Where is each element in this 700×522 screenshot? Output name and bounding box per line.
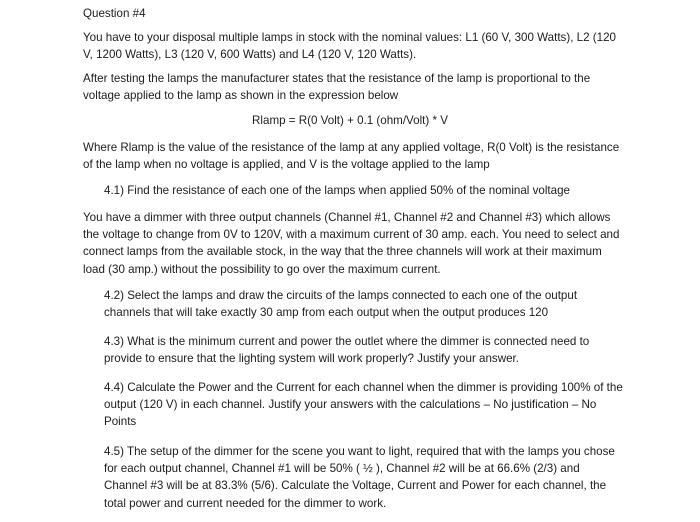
intro-paragraph: You have to your disposal multiple lamps in stock with the nominal values: L1 (60 V, 300 Watts), L2 (120 V, 1200 Watts), L3 (120 V, 600 Watts) and L4 (120 V, 120 Watts). bbox=[83, 31, 616, 62]
question-4-2: 4.2) Select the lamps and draw the circuits of the lamps connected to each one of the output channels that will take exactly 30 amp from each output when the output produces 120 bbox=[104, 289, 578, 320]
question-title: Question #4 bbox=[83, 7, 146, 20]
question-4-5: 4.5) The setup of the dimmer for the scene you want to light, required that with the lamps you chose for each output channel, Channel #1 will be 50% ( ½ ), Channel #2 will be at 66.6% (2/3) and Channel #3 will be at 83.3% (5/6). Calculate the Voltage, Current and Power for each channel, the total power and current needed for the dimmer to work. bbox=[104, 445, 615, 510]
question-4-4: 4.4) Calculate the Power and the Current for each channel when the dimmer is providing 100% of the output (120 V) in each channel. Justify your answers with the calculations – No justification – No Points bbox=[104, 381, 623, 429]
question-4-3: 4.3) What is the minimum current and power the outlet where the dimmer is connected need to provide to ensure that the lighting system will work properly? Justify your answer. bbox=[104, 335, 590, 366]
resistance-formula: Rlamp = R(0 Volt) + 0.1 (ohm/Volt) * V bbox=[252, 114, 448, 127]
dimmer-paragraph: You have a dimmer with three output channels (Channel #1, Channel #2 and Channel #3) which allows the voltage to change from 0V to 120V, with a maximum current of 30 amp. each. You need to select and connect lamps from the available stock, in the way that the three channels will work at their maximum load (30 amp.) without the possibility to go over the maximum current. bbox=[83, 211, 620, 276]
question-4-1: 4.1) Find the resistance of each one of the lamps when applied 50% of the nominal voltage bbox=[104, 184, 570, 197]
where-paragraph: Where Rlamp is the value of the resistance of the lamp at any applied voltage, R(0 Volt) is the resistance of the lamp when no voltage is applied, and V is the voltage applied to the lamp bbox=[83, 141, 620, 172]
testing-paragraph: After testing the lamps the manufacturer states that the resistance of the lamp is proportional to the voltage applied to the lamp as shown in the expression below bbox=[83, 72, 591, 103]
